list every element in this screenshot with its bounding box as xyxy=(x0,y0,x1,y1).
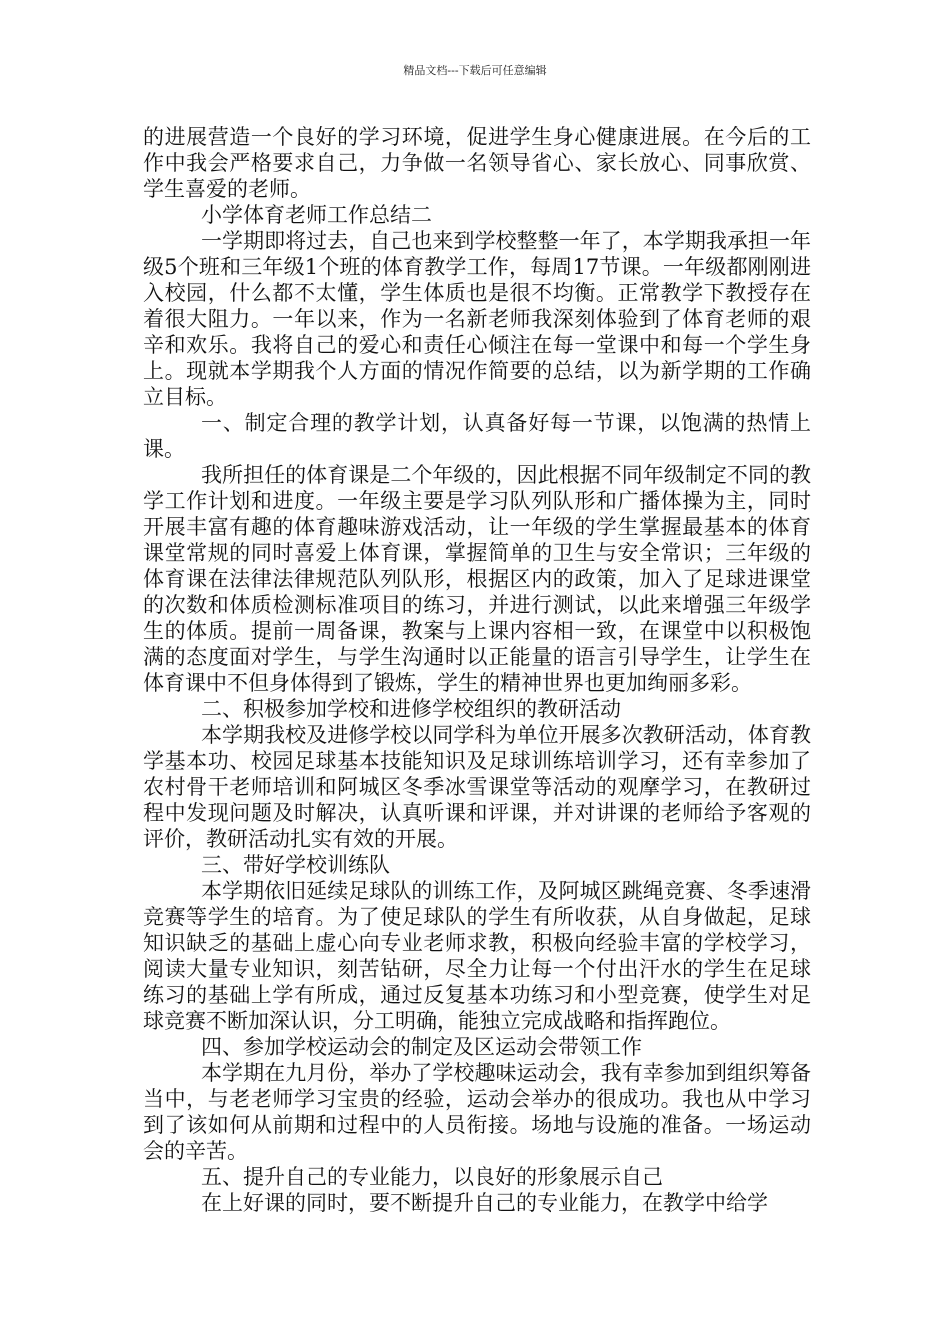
paragraph-sports-meet: 本学期在九月份，举办了学校趣味运动会，我有幸参加到组织筹备当中，与老老师学习宝贵的经验，运动会举办的很成功。我也从中学习到了该如何从前期和过程中的人员衔接。场地与设施的准备。一场运动会的辛苦。 xyxy=(143,1061,811,1163)
paragraph-professional: 在上好课的同时，要不断提升自己的专业能力，在教学中给学 xyxy=(201,1191,768,1215)
paragraph-training-team: 本学期依旧延续足球队的训练工作，及阿城区跳绳竞赛、冬季速滑竞赛等学生的培育。为了使足球队的学生有所收获，从自身做起，足球知识缺乏的基础上虚心向专业老师求教，积极向经验丰富的学校学习，阅读大量专业知识，刻苦钻研，尽全力让每一个付出汗水的学生在足球练习的基础上学有所成，通过反复基本功练习和小型竞赛，使学生对足球竞赛不断加深认识，分工明确，能独立完成战略和指挥跑位。 xyxy=(143,879,811,1033)
paragraph-teaching-plan: 我所担任的体育课是二个年级的，因此根据不同年级制定不同的教学工作计划和进度。一年级主要是学习队列队形和广播体操为主，同时开展丰富有趣的体育趣味游戏活动，让一年级的学生掌握最基本的体育课堂常规的同时喜爱上体育课，掌握简单的卫生与安全常识；三年级的体育课在法律法律规范队列队形，根据区内的政策，加入了足球进课堂的次数和体质检测标准项目的练习，并进行测试，以此来增强三年级学生的体质。提前一周备课，教案与上课内容相一致，在课堂中以积极饱满的态度面对学生，与学生沟通时以正能量的语言引导学生，让学生在体育课中不但身体得到了锻炼，学生的精神世界也更加绚丽多彩。 xyxy=(143,463,811,695)
paragraph-research: 本学期我校及进修学校以同学科为单位开展多次教研活动，体育教学基本功、校园足球基本技能知识及足球训练培训学习，还有幸参加了农村骨干老师培训和阿城区冬季冰雪课堂等活动的观摩学习，在教研过程中发现问题及时解决，认真听课和评课，并对讲课的老师给予客观的评价，教研活动扎实有效的开展。 xyxy=(143,723,811,851)
paragraph-intro-continuation: 的进展营造一个良好的学习环境，促进学生身心健康进展。在今后的工作中我会严格要求自己，力争做一名领导省心、家长放心、同事欣赏、学生喜爱的老师。 xyxy=(143,125,811,201)
heading-one: 一、制定合理的教学计划，认真备好每一节课，以饱满的热情上课。 xyxy=(143,411,811,461)
heading-five: 五、提升自己的专业能力，以良好的形象展示自己 xyxy=(201,1165,663,1189)
section-title: 小学体育老师工作总结二 xyxy=(201,203,432,227)
paragraph-overview: 一学期即将过去，自己也来到学校整整一年了，本学期我承担一年级5个班和三年级1个班的体育教学工作，每周17节课。一年级都刚刚进入校园，什么都不太懂，学生体质也是很不均衡。正常教学下教授存在着很大阻力。一年以来，作为一名新老师我深刻体验到了体育老师的艰辛和欢乐。我将自己的爱心和责任心倾注在每一堂课中和每一个学生身上。现就本学期我个人方面的情况作简要的总结，以为新学期的工作确立目标。 xyxy=(143,229,811,409)
heading-two: 二、积极参加学校和进修学校组织的教研活动 xyxy=(201,697,621,721)
page-header: 精品文档---下载后可任意编辑 xyxy=(403,64,547,77)
document-body xyxy=(143,124,811,1216)
heading-three: 三、带好学校训练队 xyxy=(201,853,390,877)
heading-four: 四、参加学校运动会的制定及区运动会带领工作 xyxy=(201,1035,642,1059)
